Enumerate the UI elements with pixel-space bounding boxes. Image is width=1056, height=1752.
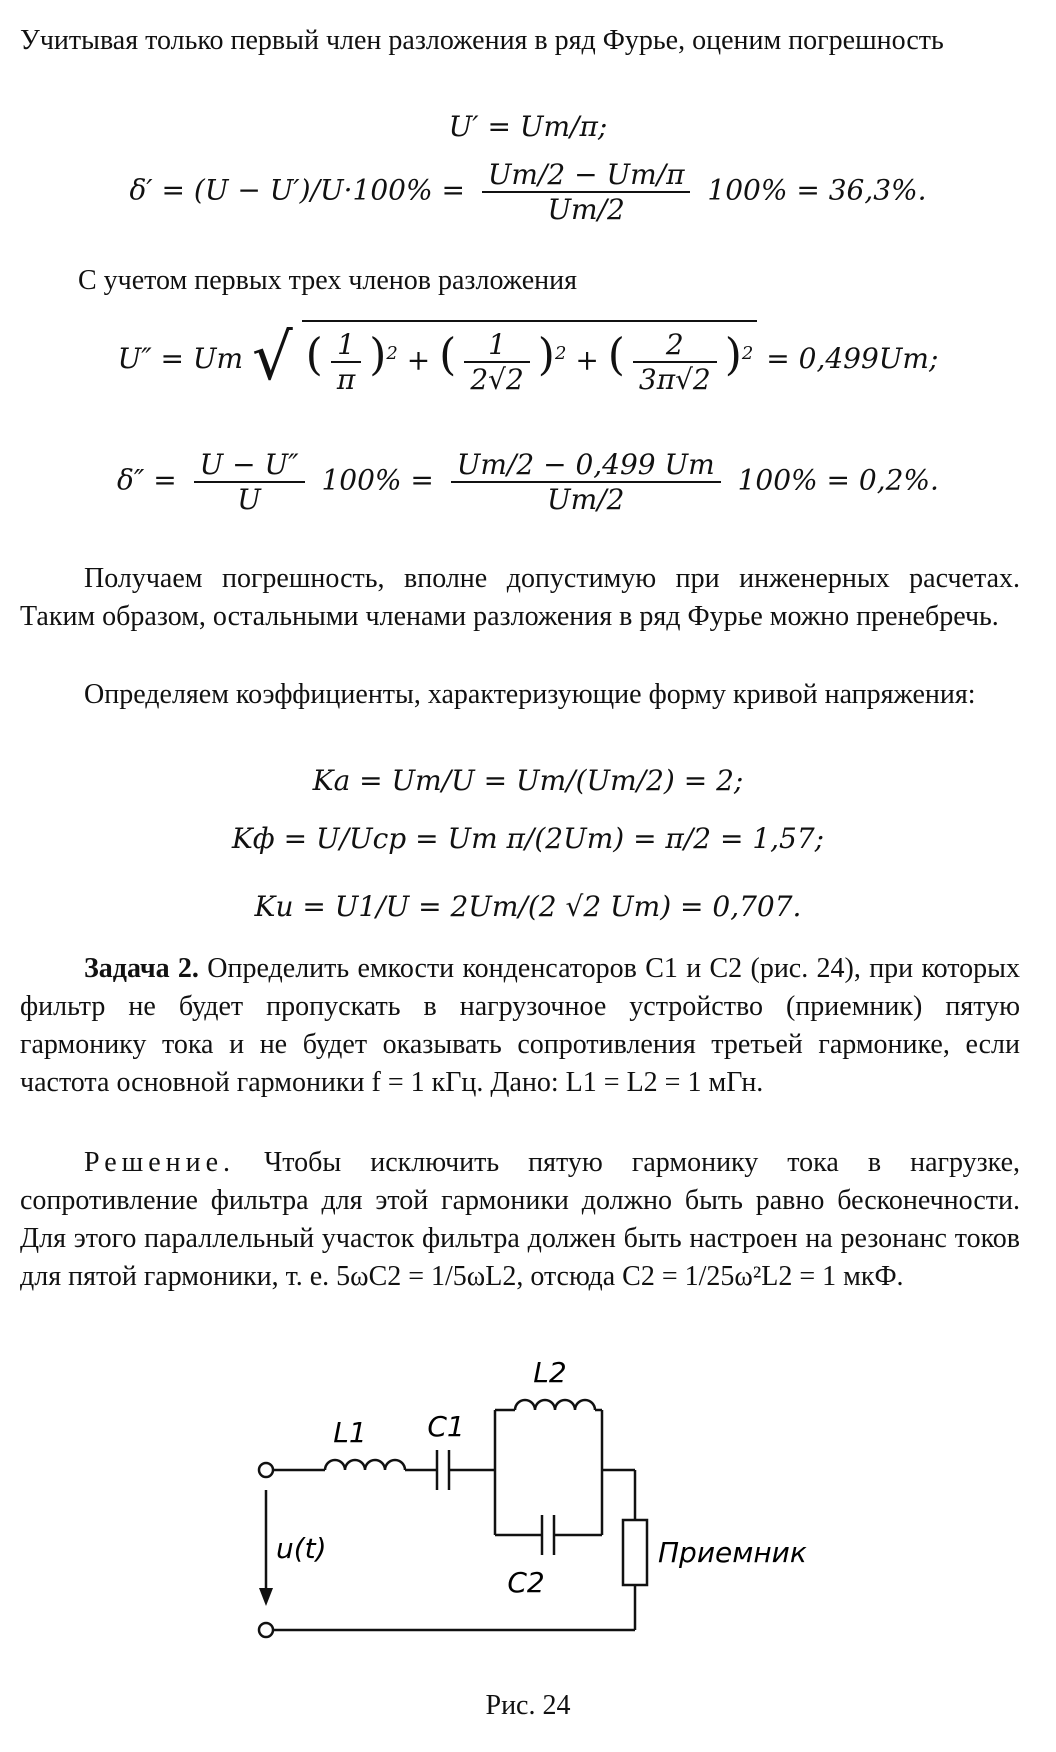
terminal-top [259, 1463, 273, 1477]
delta-double-prime-fraction-1 [194, 448, 305, 516]
label-load: Приемник [658, 1536, 807, 1569]
paren-close-2: ) [537, 329, 555, 381]
task-paragraph [20, 950, 1020, 1102]
delta-prime-rhs: 100% = 36,3%. [707, 173, 927, 207]
equation-kf: Kф = U/Uср = Um π/(2Um) = π/2 = 1,57; [231, 822, 825, 855]
delta-double-prime-fraction-2 [451, 448, 721, 516]
solution-paragraph [20, 1144, 1020, 1296]
paren-open-1: ( [305, 329, 323, 381]
term2-numerator: 1 [464, 328, 529, 363]
term1-numerator: 1 [331, 328, 361, 363]
circuit-diagram [0, 1330, 1056, 1670]
delta-double-prime-mid: 100% = [321, 463, 434, 497]
term1-exponent: 2 [386, 343, 398, 365]
source-arrow-head-icon [259, 1588, 273, 1606]
fraction-2-denominator: Um/2 [547, 483, 625, 516]
term1-fraction [331, 328, 361, 396]
delta-double-prime-lhs: δ″ = [117, 463, 177, 497]
equation-ka: Kа = Um/U = Um/(Um/2) = 2; [312, 764, 744, 797]
inductor-l2 [515, 1400, 595, 1410]
delta-prime-denominator: Um/2 [547, 193, 625, 226]
equation-delta-prime [0, 158, 1056, 226]
label-l2: L2 [533, 1356, 567, 1389]
u-double-prime-lhs: U″ = Um [117, 341, 244, 375]
term3-numerator: 2 [633, 328, 717, 363]
label-l1: L1 [333, 1416, 367, 1449]
fraction-1-numerator: U − U″ [194, 448, 305, 483]
paren-close-3: ) [724, 329, 742, 381]
task-text: Определить емкости конденсаторов C1 и C2 (рис. 24), при которых фильтр не будет пропускать в нагрузочное устройство (приемник) пятую гармонику тока и не будет оказывать сопротивления третьей гармонике, если частота основной гармоники f = 1 кГц. Дано: L1 = L2 = 1 мГн. [20, 953, 1020, 1098]
plus-2: + [575, 343, 599, 377]
delta-prime-fraction [482, 158, 691, 226]
equation-u-prime: U′ = Um/π; [448, 110, 608, 143]
paren-close-1: ) [369, 329, 387, 381]
term3-exponent: 2 [741, 343, 754, 365]
u-double-prime-rhs: = 0,499Um; [766, 341, 939, 375]
task-label: Задача 2. [84, 953, 199, 984]
paragraph-intro: Учитывая только первый член разложения в ряд Фурье, оценим погрешность [20, 25, 944, 56]
sqrt-sign: √ [251, 321, 293, 395]
plus-1: + [406, 343, 431, 377]
term3-fraction [633, 328, 717, 396]
solution-label: Решение. [84, 1147, 236, 1178]
inductor-l1 [325, 1460, 405, 1470]
term2-exponent: 2 [554, 343, 567, 365]
paren-open-3: ( [607, 329, 625, 381]
label-source: u(t) [276, 1532, 327, 1565]
equation-u-double-prime [0, 320, 1056, 430]
paragraph-coefficients: Определяем коэффициенты, характеризующие форму кривой напряжения: [84, 679, 976, 710]
paragraph-three-terms: С учетом первых трех членов разложения [78, 265, 578, 296]
equation-ki: Kи = U1/U = 2Um/(2 √2 Um) = 0,707. [254, 890, 802, 923]
equation-delta-double-prime [0, 448, 1056, 516]
delta-double-prime-rhs: 100% = 0,2%. [737, 463, 939, 497]
fraction-1-denominator: U [237, 483, 261, 516]
term1-denominator: π [336, 363, 356, 396]
delta-prime-lhs: δ′ = (U − U′)/U·100% = [129, 173, 465, 207]
paren-open-2: ( [439, 329, 457, 381]
paragraph-conclusion: Получаем погрешность, вполне допустимую при инженерных расчетах. Таким образом, остальными членами разложения в ряд Фурье можно пренебречь. [20, 563, 1020, 632]
figure-caption: Рис. 24 [485, 1690, 571, 1721]
terminal-bottom [259, 1623, 273, 1637]
delta-prime-numerator: Um/2 − Um/π [482, 158, 691, 193]
fraction-2-numerator: Um/2 − 0,499 Um [451, 448, 721, 483]
solution-text: Чтобы исключить пятую гармонику тока в нагрузке, сопротивление фильтра для этой гармоники должно быть равно бесконечности. Для этого параллельный участок фильтра должен быть настроен на резонанс токов для пятой гармоники, т. е. 5ωC2 = 1/5ωL2, отсюда C2 = 1/25ω²L2 = 1 мкФ. [20, 1147, 1021, 1292]
load-resistor [623, 1520, 647, 1585]
sqrt-body [302, 320, 758, 396]
term2-fraction [464, 328, 529, 396]
label-c2: C2 [507, 1566, 545, 1599]
label-c1: C1 [427, 1410, 465, 1443]
term3-denominator: 3π√2 [638, 363, 711, 396]
term2-denominator: 2√2 [470, 363, 524, 396]
